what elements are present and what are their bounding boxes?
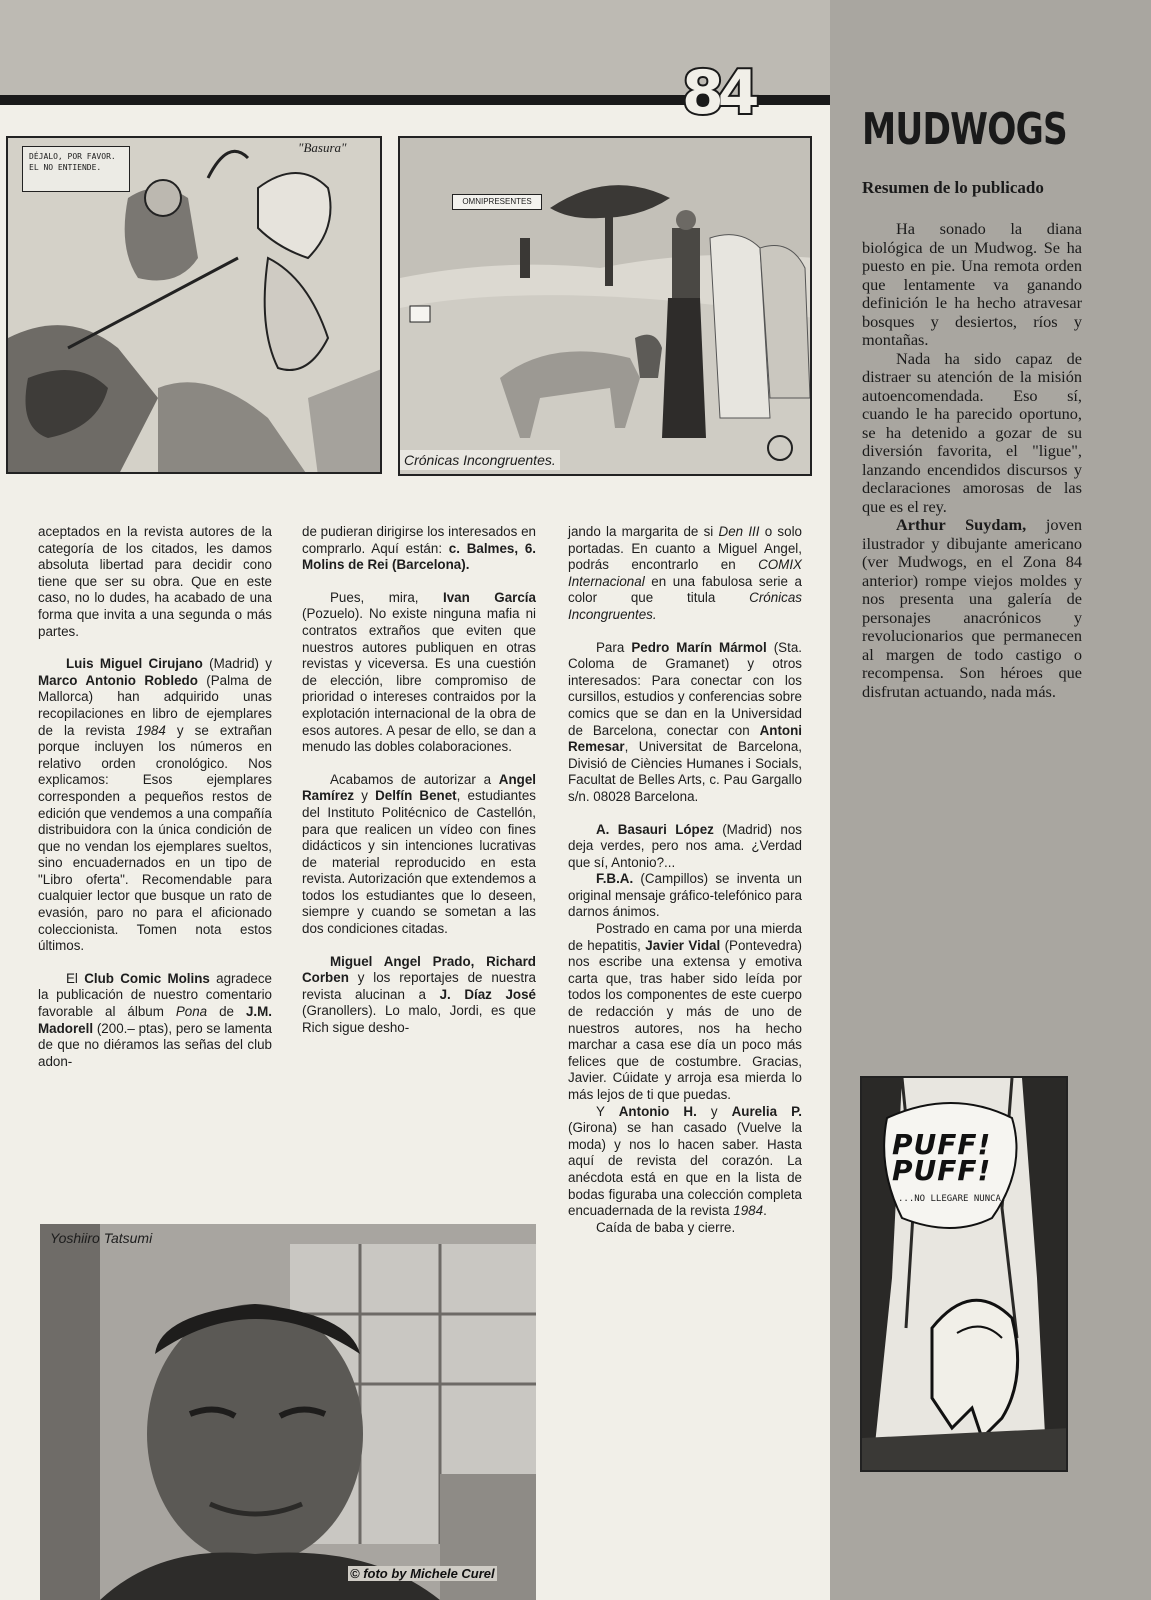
text-run: (Madrid) y — [202, 656, 272, 672]
speech-caption-box: DÉJALO, POR FAVOR. EL NO ENTIENDE. — [22, 146, 130, 192]
text-run: Y — [596, 1103, 619, 1119]
text-run: (Granollers). Lo malo, Jordi, es que Rich sigue desho- — [302, 1003, 536, 1036]
comic-panel-cronicas — [398, 136, 812, 476]
portrait-photo — [40, 1224, 536, 1600]
paragraph — [568, 822, 802, 872]
title-italic: COMIX Internacional — [568, 557, 802, 589]
puff-line: PUFF! — [892, 1128, 992, 1161]
paragraph — [568, 524, 802, 624]
text-run: (Palma de Mallorca) han adquirido unas recopilaciones en libro de ejemplares de la revista — [38, 672, 272, 738]
text-run: Para — [596, 639, 632, 655]
text-run: Pues, mira, — [330, 589, 443, 605]
paragraph — [302, 772, 536, 938]
sidebar-paragraph — [862, 516, 1082, 701]
name-bold: J.M. Madorell — [38, 1004, 272, 1036]
title-italic: Crónicas Incongruentes. — [568, 590, 802, 622]
paragraph: Caída de baba y cierre. — [596, 1219, 736, 1235]
text-run: agradece la publicación de nuestro comentario favorable al álbum — [38, 970, 272, 1020]
text-column-1 — [38, 524, 272, 1070]
comic-illustration-right — [400, 138, 812, 476]
paragraph — [568, 921, 802, 1104]
title-italic: Pona — [175, 1004, 208, 1020]
text-run: en una fabulosa serie a color que titula — [568, 573, 802, 606]
sidebar-title: MUDWOGS — [862, 104, 1067, 155]
text-run: Acabamos de autorizar a — [330, 771, 499, 787]
text-run: , estudiantes del Instituto Politécnico de Castellón, para que realicen un vídeo con fines didácticos y sin intenciones lucrativas de material reproducido en esta revista. Autorización que extendemos a todos los estudiantes que lo deseen, siempre y cuando se sometan a las dos condiciones citadas. — [302, 788, 536, 937]
sidebar-subtitle: Resumen de lo publicado — [862, 178, 1044, 197]
text-run: y — [696, 1103, 732, 1119]
paragraph — [38, 656, 272, 955]
author-name: Arthur Suydam, — [896, 515, 1027, 534]
text-run: (Pozuelo). No existe ninguna mafia ni contratos extraños que eviten que nuestros autores publiquen en otras revistas y viceversa. Es una cuestión de elección, libre compromiso de prioridad o intereses contraidos por la explotación internacional de la obra de esos autores. A pesar de ello, se dan a menudo las dobles colaboraciones. — [302, 606, 536, 755]
text-run: (Campillos) se inventa un original mensaje gráfico-telefónico para darnos ánimos. — [568, 871, 802, 920]
panel-title-basura: "Basura" — [298, 140, 347, 155]
sidebar-paragraph: Ha sonado la diana biológica de un Mudwog. Se ha puesto en pie. Una remota orden que lentamente va ganando definición le ha hecho atravesar bosques y desiertos, ríos y montañas. — [862, 219, 1082, 349]
name-bold: Angel Ramírez — [302, 771, 536, 804]
omnipresentes-sign: OMNIPRESENTES — [452, 194, 542, 210]
text-column-3 — [568, 524, 802, 1236]
sidebar-summary — [862, 220, 1082, 701]
text-run: jando la margarita de si — [568, 524, 719, 539]
text-run: (Pontevedra) nos escribe una extensa y emotiva carta que, tras haber sido leída por todos los componentes de este cuerpo de redacción y más de uno de nuestros autores, nos ha hecho marchar a casa ese día un poco más felices que de costumbre. Gracias, Javier. Cúidate y arroja esa mierda lo más lejos de ti que puedas. — [568, 937, 802, 1102]
paragraph — [302, 590, 536, 756]
text-run: Postrado en cama por una mierda de hepatitis, — [568, 921, 802, 953]
name-bold: F.B.A. — [596, 871, 634, 887]
text-run: de pudieran dirigirse los interesados en comprarlo. Aquí están: — [302, 524, 536, 556]
paragraph — [302, 954, 536, 1037]
paragraph: aceptados en la revista autores de la categoría de los citados, les damos absoluta libertad para decidir cono tiene que ser su obra. Que en este caso, no lo dudes, ha acabado de una forma que invita a una segunda o más partes. — [38, 524, 272, 639]
title-italic: 1984 — [733, 1203, 764, 1219]
photo-credit: © foto by Michele Curel — [350, 1566, 495, 1581]
paragraph — [302, 524, 536, 574]
paragraph — [568, 640, 802, 806]
text-run: , Universitat de Barcelona, Divisió de Ciències Humanes i Socials, Facultat de Belles Arts, c. Pau Gargallo s/n. 08028 Barcelona. — [568, 739, 802, 804]
text-run: o solo portadas. En cuanto a Miguel Angel, podrás encontrarlo en — [568, 524, 802, 573]
portrait-image — [40, 1224, 536, 1600]
address-bold: c. Balmes, 6. Molins de Rei (Barcelona). — [302, 540, 536, 573]
title-italic: Den III — [718, 524, 760, 539]
text-column-2 — [302, 524, 536, 1037]
name-bold: J. Díaz José — [439, 986, 536, 1002]
photo-caption: Yoshiiro Tatsumi — [50, 1230, 153, 1246]
text-run: de — [207, 1004, 246, 1020]
name-bold: Aurelia P. — [731, 1103, 803, 1119]
sidebar-text-run: joven ilustrador y dibujante americano (ver Mudwogs, en el Zona 84 anterior) rompe viejos moldes y nos presenta una galería de personajes anacrónicos y revolucionarios que permanecen al margen de todo castigo o recompensa. Son héroes que disfrutan actuando, nada más. — [862, 515, 1082, 701]
text-run: (Sta. Coloma de Gramanet) y otros interesados: Para conectar con los cursillos, estudios y conferencias sobre comics que se dan en la Universidad de Barcelona, conectar con — [568, 639, 802, 738]
logo-number: 84 — [682, 58, 754, 128]
name-bold: Marco Antonio Robledo — [38, 672, 198, 688]
sidebar-paragraph: Nada ha sido capaz de distraer su atención de la misión autoencomendada. Eso sí, cuando le ha parecido oportuno, se ha detenido a gozar de su diversión favorita, el "ligue", lanzando encendidos discursos y declaraciones amorosas de las que es el rey. — [862, 348, 1082, 516]
zona84-logo — [648, 58, 798, 128]
name-bold: A. Basauri López — [596, 821, 714, 837]
text-run: (Madrid) nos deja verdes, pero nos ama. ¿Verdad que sí, Antonio?... — [568, 821, 802, 870]
comic-panel-basura — [6, 136, 382, 474]
paragraph — [568, 1104, 802, 1220]
text-run: El — [66, 970, 85, 986]
panel-title-cronicas: Crónicas Incongruentes. — [400, 450, 560, 470]
paragraph — [38, 971, 272, 1071]
text-run: y se extrañan porque incluyen los números en relativo orden cronológico. Nos explicamos: Esos ejemplares corresponden a pequeños restos de edición que vendemos a una compañía distribuidora con la única condición de que no vendan los ejemplares sueltos, sino encuadernados en un tipo de "Libro oferta". Recomendable para cualquier lector que busque un rato de evasión, paro no para el aficionado coleccionista. Tomen nota estos últimos. — [38, 722, 272, 954]
title-italic: 1984 — [136, 722, 166, 738]
name-bold: Antonio H. — [618, 1103, 697, 1119]
logo-zona: zona — [648, 100, 678, 115]
text-run: (Girona) se han casado (Vuelve la moda) y nos lo hacen saber. Hasta aquí de revista del corazón. La anécdota está en que en la lista de bodas figuraba una colección completa encuadernada de la revista — [568, 1120, 802, 1219]
comic-panel-puff — [860, 1076, 1068, 1472]
name-bold: Miguel Angel Prado, Richard Corben — [302, 953, 536, 986]
name-bold: Pedro Marín Mármol — [631, 639, 767, 655]
text-run: y los reportajes de nuestra revista alucinan a — [302, 970, 536, 1002]
name-bold: Antoni Remesar — [568, 722, 802, 755]
paragraph — [568, 871, 802, 921]
name-bold: Club Comic Molins — [84, 970, 210, 986]
text-run: . — [763, 1203, 767, 1219]
puff-line: PUFF! — [892, 1154, 992, 1187]
name-bold: Ivan García — [443, 589, 536, 605]
text-run: y — [354, 788, 376, 804]
text-run: (200.– ptas), pero se lamenta de que no diéramos las señas del club adon- — [38, 1020, 272, 1069]
name-bold: Luis Miguel Cirujano — [66, 656, 203, 672]
puff-subtitle: ...NO LLEGARE NUNCA. — [898, 1194, 1007, 1204]
name-bold: Delfín Benet — [375, 788, 457, 804]
puff-sound-effect — [892, 1128, 1002, 1187]
name-bold: Javier Vidal — [645, 937, 721, 953]
